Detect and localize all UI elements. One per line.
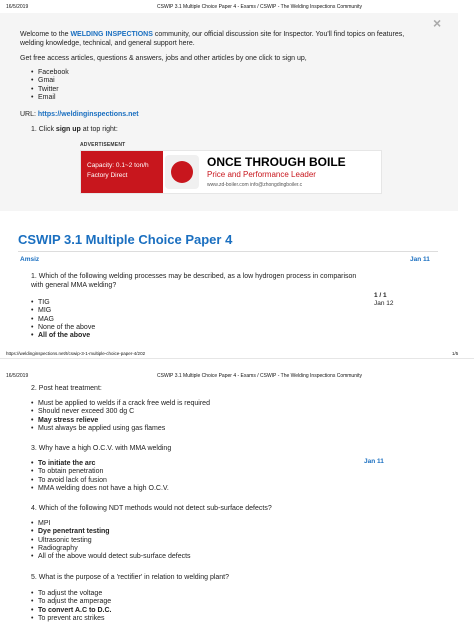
boiler-image [165,155,199,189]
answer-item: • All of the above [31,332,95,340]
question-number: 1. [31,273,37,280]
print-title: CSWIP 3.1 Multiple Choice Paper 4 - Exams / CSWIP - The Welding Inspections Community [157,373,362,379]
list-item: • None of the above [31,324,95,332]
ad-label: ADVERTISEMENT [80,142,126,148]
print-date: 16/5/2019 [6,4,29,10]
welcome-post: community, our official discussion site for Inspector. You'll find topics on features, welding knowledge, technical, and general support here. [20,31,405,47]
question-number: 5. [31,574,37,581]
url-line [20,110,139,119]
question-4-options [31,520,191,561]
option-twitter[interactable]: • Twitter [31,86,69,94]
list-item: • Must always be applied using gas flames [31,425,210,433]
question-3 [31,445,171,454]
list-item: • TIG [31,299,95,307]
post-date: Jan 11 [410,256,430,263]
welcome-text [20,30,425,48]
list-item: • To adjust the voltage [31,590,112,598]
step-post: at top right: [80,126,118,133]
pagination-date: Jan 12 [374,300,394,307]
answer-item: • Dye penetrant testing [31,528,191,536]
list-item: • Must be applied to welds if a crack free weld is required [31,400,210,408]
answer-item: • To convert A.C to D.C. [31,607,112,615]
question-text: Post heat treatment: [38,385,102,392]
question-text: What is the purpose of a 'rectifier' in relation to welding plant? [38,574,230,581]
list-item: • MAG [31,316,95,324]
list-item: • MMA welding does not have a high O.C.V. [31,485,169,493]
list-item: • Ultrasonic testing [31,537,191,545]
brand-link[interactable]: WELDING INSPECTIONS [70,31,153,38]
question-1-options [31,299,95,340]
answer-item: • May stress relieve [31,417,210,425]
question-5 [31,574,229,583]
close-icon[interactable]: × [433,15,442,31]
list-item: • MPI [31,520,191,528]
question-text: Why have a high O.C.V. with MMA welding [38,445,172,452]
welcome-pre: Welcome to the [20,31,71,38]
ad-capacity: Capacity: 0.1~2 ton/h [87,162,149,169]
question-text: Which of the following welding processes may be described, as a low hydrogen process in comparison with general MMA welding? [31,273,357,289]
list-item: • Should never exceed 300 dg C [31,408,210,416]
question-3-options [31,460,169,493]
print-date: 16/5/2019 [6,373,29,379]
step-pre: Click [38,126,56,133]
step-1 [31,125,118,134]
list-item: • To obtain penetration [31,468,169,476]
footer-page: 1/5 [452,351,459,356]
option-email[interactable]: • Email [31,94,69,102]
list-item: • To prevent arc strikes [31,615,112,623]
pagination-counter[interactable]: 1 / 1 [374,292,387,299]
page-break [0,358,474,359]
question-number: 4. [31,505,37,512]
ad-url: www.zd-boiler.com info@zhongdingboiler.c [207,182,303,188]
post-author[interactable]: Amsiz [20,256,40,263]
answer-item: • To initiate the arc [31,460,169,468]
question-4 [31,505,272,514]
question-1 [31,273,361,290]
question-text: Which of the following NDT methods would not detect sub-surface defects? [38,505,272,512]
question-2-options [31,400,210,433]
sign-up-text: sign up [55,126,81,133]
question-5-options [31,590,112,623]
option-gmail[interactable]: • Gmai [31,77,69,85]
site-url-link[interactable]: https://weldinginspections.net [37,111,139,118]
question-number: 3. [31,445,37,452]
list-item: • To avoid lack of fusion [31,477,169,485]
signup-options [31,69,69,102]
ad-factory: Factory Direct [87,172,128,179]
page-title: CSWIP 3.1 Multiple Choice Paper 4 [18,232,233,247]
question-2 [31,385,102,394]
question-number: 2. [31,385,37,392]
advertisement-banner[interactable] [80,150,382,194]
list-item: • MIG [31,307,95,315]
url-label: URL: [20,111,38,118]
ad-subheadline: Price and Performance Leader [207,170,316,179]
step-num: 1. [31,126,37,133]
list-item: • To adjust the amperage [31,598,112,606]
ad-capacity-panel [81,151,163,193]
ad-headline: ONCE THROUGH BOILE [207,155,346,169]
list-item: • All of the above would detect sub-surface defects [31,553,191,561]
footer-url: https://weldinginspections.net/t/cswip-3-1-multiple-choice-paper-4/202 [6,351,146,356]
print-title: CSWIP 3.1 Multiple Choice Paper 4 - Exams / CSWIP - The Welding Inspections Community [157,4,362,10]
title-divider [18,251,438,252]
signup-text: Get free access articles, questions & answers, jobs and other articles by one click to sign up, [20,55,307,62]
list-item: • Radiography [31,545,191,553]
post-date: Jan 11 [364,458,384,465]
option-facebook[interactable]: • Facebook [31,69,69,77]
